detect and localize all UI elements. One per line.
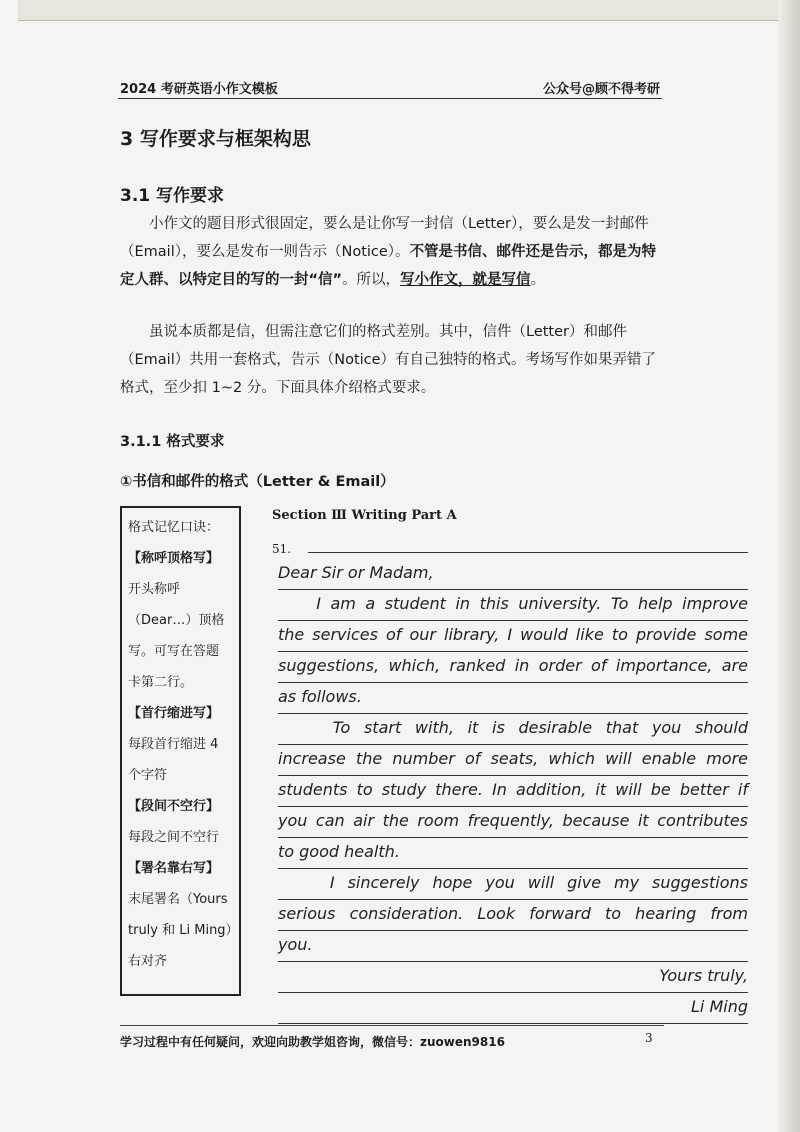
heading-letter-email-format: ①书信和邮件的格式（Letter & Email）	[120, 474, 395, 490]
memo-rule: 【首行缩进写】	[128, 706, 220, 721]
memo-line: 格式记忆口诀：	[128, 520, 220, 535]
question-number: 51.	[272, 542, 292, 556]
letter-line: to good health.	[278, 837, 748, 869]
memo-rule: 【称呼顶格写】	[128, 551, 220, 566]
page-number: 3	[645, 1031, 653, 1045]
letter-signature: Li Ming	[278, 992, 748, 1024]
para1-text-3: 。	[530, 272, 546, 288]
memo-line: 个字符	[128, 768, 168, 783]
format-mnemonic-box	[120, 506, 241, 996]
memo-line: （Dear…）顶格	[128, 613, 225, 628]
letter-line: suggestions, which, ranked in order of importance, are	[278, 651, 748, 683]
answer-sheet-section: Section Ⅲ Writing Part A	[272, 508, 457, 523]
question-number-line	[308, 552, 748, 553]
paragraph-1	[120, 210, 665, 294]
letter-line: as follows.	[278, 682, 748, 714]
header-rule	[118, 98, 662, 99]
memo-line: 每段首行缩进 4	[128, 737, 219, 752]
memo-line: 末尾署名（Yours	[128, 892, 228, 907]
section-title: 3 写作要求与框架构思	[120, 128, 311, 150]
header-source: 公众号@顾不得考研	[542, 82, 660, 97]
para1-text-1: 小作文的题目形式很固定，要么是让你写一封信（Letter），要么是发一封邮件（Email），要么是发布一则告示（Notice）。	[120, 216, 649, 260]
memo-line: 开头称呼	[128, 582, 181, 597]
memo-rule: 【署名靠右写】	[128, 861, 220, 876]
memo-line: 右对齐	[128, 954, 168, 969]
letter-closing: Yours truly,	[278, 961, 748, 993]
memo-line: truly 和 Li Ming）	[128, 923, 239, 938]
letter-line: I am a student in this university. To help improve	[278, 589, 748, 621]
letter-line: you can air the room frequently, because it contributes	[278, 806, 748, 838]
letter-line: the services of our library, I would like to provide some	[278, 620, 748, 652]
letter-line: I sincerely hope you will give my suggestions	[278, 868, 748, 900]
top-paper-edge	[18, 0, 780, 21]
para1-text-2: 。所以，	[342, 272, 401, 288]
subsection-title: 3.1 写作要求	[120, 186, 225, 206]
letter-line: To start with, it is desirable that you should	[278, 713, 748, 745]
memo-line: 写。可写在答题	[128, 644, 220, 659]
letter-line: serious consideration. Look forward to hearing from	[278, 899, 748, 931]
heading-format-requirements: 3.1.1 格式要求	[120, 434, 225, 450]
footer-note: 学习过程中有任何疑问，欢迎向助教学姐咨询，微信号：zuowen9816	[120, 1035, 505, 1049]
memo-rule: 【段间不空行】	[128, 799, 220, 814]
letter-line: students to study there. In addition, it will be better if	[278, 775, 748, 807]
para1-bold-text: 不管是书信、邮件还是告示，都是为特定人群、以特定目的写的一封“信”	[120, 244, 657, 288]
running-header	[120, 74, 660, 98]
footer-rule	[120, 1025, 664, 1026]
page-edge-shadow	[778, 0, 800, 1132]
letter-line: you.	[278, 930, 748, 962]
letter-line: increase the number of seats, which will enable more	[278, 744, 748, 776]
header-title: 2024 考研英语小作文模板	[120, 82, 278, 97]
para1-underlined-text: 写小作文，就是写信	[400, 272, 531, 288]
paragraph-2: 虽说本质都是信，但需注意它们的格式差别。其中，信件（Letter）和邮件（Email）共用一套格式，告示（Notice）有自己独特的格式。考场写作如果弄错了格式，至少扣 1~2 分。下面具体介绍格式要求。	[120, 324, 657, 396]
letter-line: Dear Sir or Madam,	[278, 558, 748, 590]
memo-line: 每段之间不空行	[128, 830, 220, 845]
memo-line: 卡第二行。	[128, 675, 194, 690]
